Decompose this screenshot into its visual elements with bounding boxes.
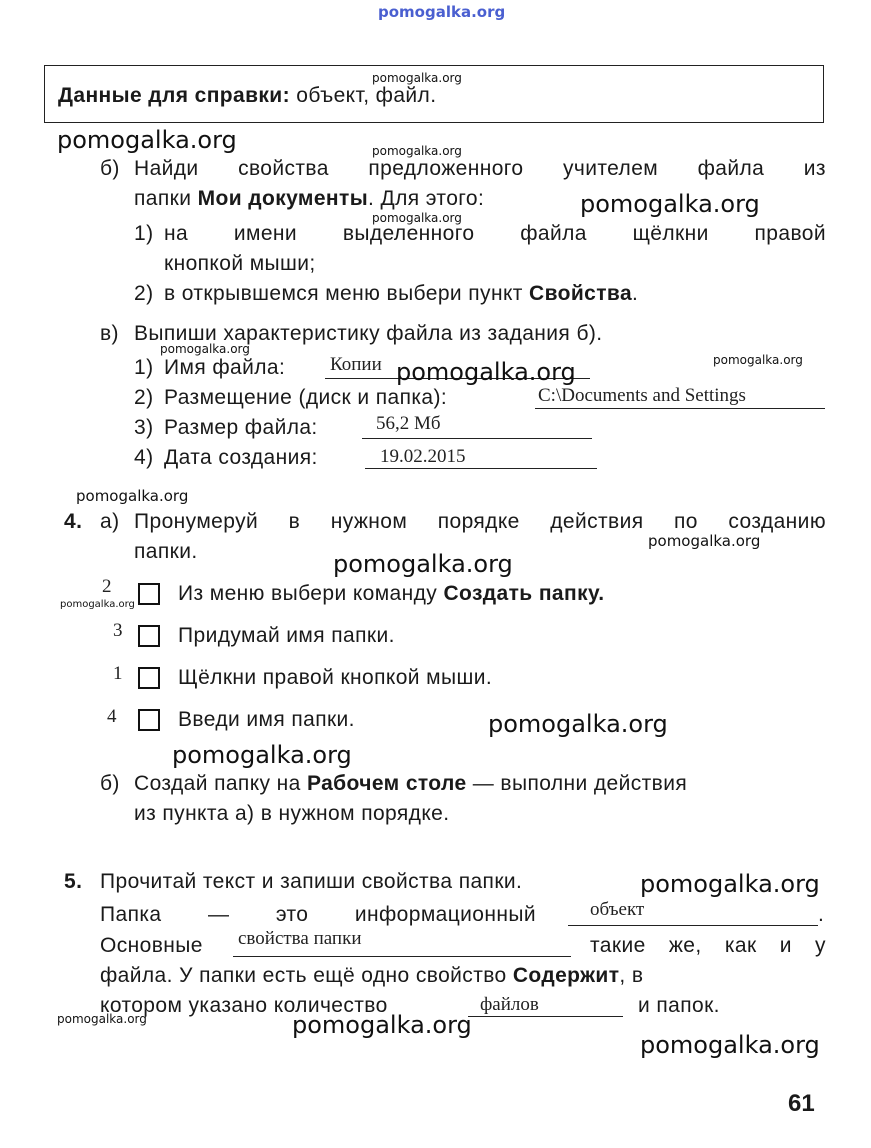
answer-line	[362, 438, 592, 439]
answer-line	[233, 956, 571, 957]
task-v-intro: Выпиши характеристику файла из задания б).	[134, 322, 603, 345]
watermark: pomogalka.org	[580, 190, 760, 218]
word: в	[288, 510, 301, 533]
task4-b-line1	[134, 772, 687, 796]
step-number: 2)	[134, 282, 154, 305]
reference-label: Данные для справки:	[58, 84, 291, 107]
task-b-line1	[134, 157, 826, 181]
field-number: 1)	[134, 356, 154, 379]
watermark: pomogalka.org	[640, 870, 820, 898]
watermark: pomogalka.org	[333, 550, 513, 578]
field-label-size: Размер файла:	[164, 416, 318, 439]
watermark: pomogalka.org	[172, 741, 352, 769]
watermark: pomogalka.org	[713, 353, 803, 367]
word: это	[275, 903, 309, 926]
watermark: pomogalka.org	[292, 1011, 472, 1039]
step-text: Щёлкни правой кнопкой мыши.	[178, 666, 493, 689]
checkbox[interactable]	[138, 667, 160, 689]
word: и	[779, 934, 792, 957]
reference-text: объект, файл.	[296, 84, 437, 107]
task5-line4	[100, 964, 643, 988]
watermark: pomogalka.org	[57, 1012, 147, 1026]
property-name: Содержит	[512, 964, 620, 987]
word: же,	[668, 934, 702, 957]
task4-a-marker: а)	[100, 510, 120, 533]
command-name: Создать папку.	[443, 582, 605, 605]
field-number: 4)	[134, 446, 154, 469]
task5-line5-pre: котором указано количество	[100, 994, 388, 1017]
word: из	[803, 157, 826, 180]
word: порядке	[437, 510, 520, 533]
word: действия	[550, 510, 644, 533]
watermark: pomogalka.org	[372, 211, 462, 225]
watermark: pomogalka.org	[396, 358, 576, 386]
field-label-name: Имя файла:	[164, 356, 286, 379]
task4-number: 4.	[64, 510, 83, 533]
field-label-date: Дата создания:	[164, 446, 318, 469]
word: такие	[590, 934, 646, 957]
answer-size: 56,2 Мб	[376, 413, 441, 434]
text: в открывшемся меню выбери пункт	[164, 282, 530, 305]
task-b-step1-line2: кнопкой мыши;	[164, 252, 316, 275]
word: предложенного	[368, 157, 524, 180]
task4-a-line1	[134, 510, 826, 534]
word: учителем	[563, 157, 659, 180]
watermark: pomogalka.org	[57, 126, 237, 154]
task4-b-marker: б)	[100, 772, 120, 795]
field-number: 3)	[134, 416, 154, 439]
task5-line1: Прочитай текст и запиши свойства папки.	[100, 870, 523, 893]
word: на	[164, 222, 189, 245]
text: — выполни действия	[466, 772, 688, 795]
task5-line3-post	[590, 934, 826, 958]
checkbox[interactable]	[138, 709, 160, 731]
reference-line	[58, 84, 436, 108]
answer-location: C:\Documents and Settings	[538, 385, 746, 406]
text: папки	[134, 187, 198, 210]
watermark: pomogalka.org	[60, 599, 135, 610]
task-b-step1	[164, 222, 826, 246]
answer-files: файлов	[480, 994, 539, 1015]
order-number: 1	[113, 663, 123, 684]
task5-line2	[100, 903, 536, 927]
task-v-marker: в)	[100, 322, 119, 345]
task4-b-line2: из пункта а) в нужном порядке.	[134, 802, 450, 825]
word: выделенного	[342, 222, 475, 245]
word: по	[674, 510, 698, 533]
watermark: pomogalka.org	[372, 144, 462, 158]
text: файла. У папки есть ещё одно свойство	[100, 964, 513, 987]
field-label-location: Размещение (диск и папка):	[164, 386, 448, 409]
order-number: 2	[102, 576, 112, 597]
answer-properties: свойства папки	[238, 928, 362, 949]
watermark: pomogalka.org	[372, 71, 462, 85]
period: .	[818, 903, 825, 926]
answer-file-name: Копии	[330, 354, 382, 375]
word: созданию	[728, 510, 826, 533]
answer-line	[568, 925, 818, 926]
task-b-line2	[134, 187, 484, 211]
menu-item: Свойства	[529, 282, 633, 305]
task5-number: 5.	[64, 870, 83, 893]
step-text: Введи имя папки.	[178, 708, 355, 731]
task5-line5-post: и папок.	[638, 994, 720, 1017]
task-b-step2	[164, 282, 638, 306]
word: —	[207, 903, 230, 926]
word: Пронумеруй	[134, 510, 259, 533]
word: Найди	[134, 157, 199, 180]
text: , в	[619, 964, 644, 987]
watermark: pomogalka.org	[76, 487, 189, 505]
watermark-top: pomogalka.org	[378, 3, 506, 21]
word: файла	[520, 222, 587, 245]
task5-line3-pre: Основные	[100, 934, 203, 957]
step-text: Придумай имя папки.	[178, 624, 395, 647]
word: информационный	[354, 903, 536, 926]
watermark: pomogalka.org	[160, 342, 250, 356]
checkbox[interactable]	[138, 583, 160, 605]
word: Папка	[100, 903, 162, 926]
watermark: pomogalka.org	[640, 1031, 820, 1059]
page-number: 61	[788, 1090, 815, 1117]
watermark: pomogalka.org	[488, 710, 668, 738]
folder-name: Мои документы	[197, 187, 369, 210]
word: щёлкни	[632, 222, 709, 245]
answer-line	[365, 468, 597, 469]
word: у	[815, 934, 826, 957]
text: Из меню выбери команду	[178, 582, 444, 605]
answer-line	[468, 1016, 623, 1017]
word: имени	[233, 222, 298, 245]
desktop-name: Рабочем столе	[306, 772, 467, 795]
watermark: pomogalka.org	[648, 532, 761, 550]
field-number: 2)	[134, 386, 154, 409]
text: .	[632, 282, 639, 305]
word: свойства	[238, 157, 329, 180]
word: правой	[754, 222, 826, 245]
word: нужном	[330, 510, 408, 533]
word: как	[724, 934, 757, 957]
text: Создай папку на	[134, 772, 307, 795]
step-number: 1)	[134, 222, 154, 245]
order-number: 4	[107, 706, 117, 727]
task-b-marker: б)	[100, 157, 120, 180]
text: . Для этого:	[368, 187, 485, 210]
answer-date: 19.02.2015	[380, 446, 466, 467]
answer-line	[535, 408, 825, 409]
answer-object: объект	[590, 899, 645, 920]
task4-a-line2: папки.	[134, 540, 198, 563]
order-number: 3	[113, 620, 123, 641]
step-text	[178, 582, 604, 606]
word: файла	[697, 157, 765, 180]
checkbox[interactable]	[138, 625, 160, 647]
